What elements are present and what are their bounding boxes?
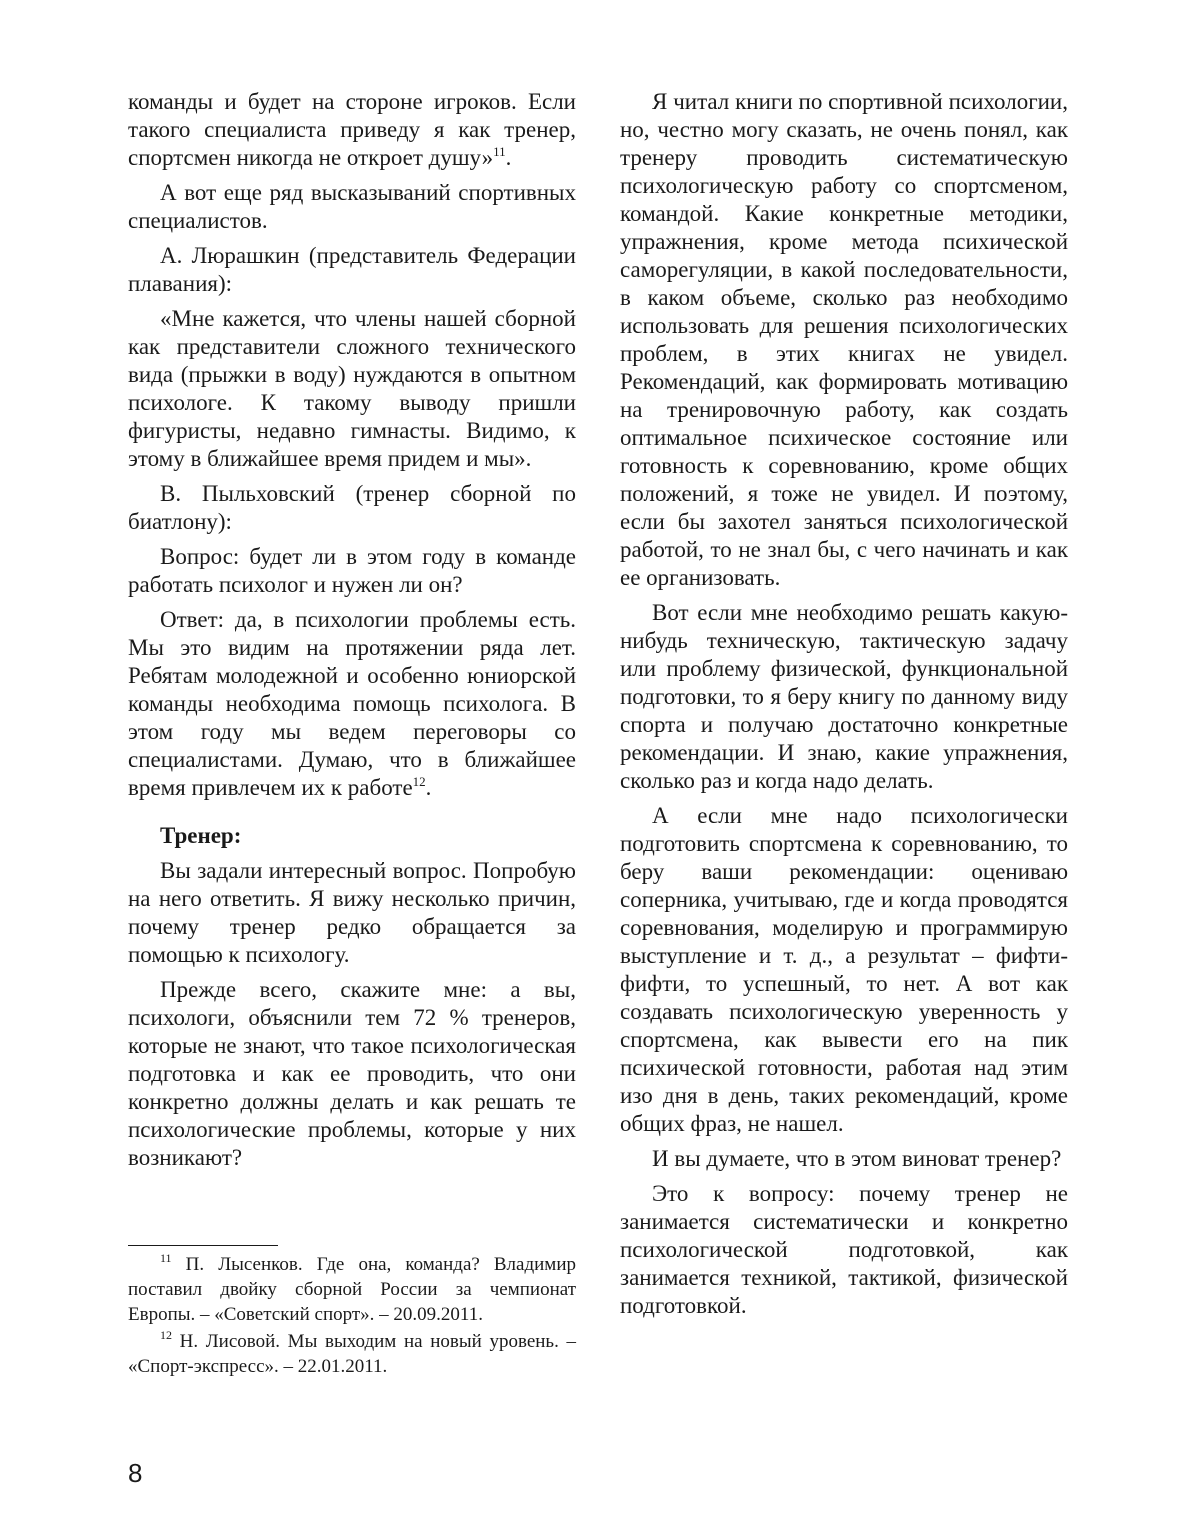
section-heading: Тренер: xyxy=(160,823,242,848)
footnote xyxy=(128,1329,576,1379)
footnote-text: П. Лысенков. Где она, команда? Владимир поставил двойку сборной России за чемпионат Европы. – «Советский спорт». – 20.09.2011. xyxy=(128,1254,577,1325)
footnote-divider xyxy=(128,1245,278,1246)
paragraph: И вы думаете, что в этом виноват тренер? xyxy=(652,1146,1062,1171)
footnote-text: Н. Лисовой. Мы выходим на новый уровень. – «Спорт-экспресс». – 22.01.2011. xyxy=(128,1331,576,1377)
footnote-number: 12 xyxy=(160,1328,172,1342)
paragraph-end: . xyxy=(505,145,512,170)
paragraph: А если мне надо психологически подготовить спортсмена к соревнованию, то беру ваши рекомендации: оцениваю соперника, учитываю, где и когда проводятся соревнования, моделирую и программирую выступление и т. д., а результат – фифти-фифти, то успешный, то нет. А вот как создавать психологическую уверенность у спортсмена, как вывести его на пик психической готовности, работая над этим изо дня в день, таких рекомендаций, кроме общих фраз, не нашел. xyxy=(620,803,1068,1136)
paragraph: Прежде всего, скажите мне: а вы, психологи, объяснили тем 72 % тренеров, которые не знают, что такое психологическая подготовка и как ее проводить, что они конкретно должны делать и как решать те психологические проблемы, которые у них возникают? xyxy=(128,977,576,1170)
paragraph: Это к вопросу: почему тренер не занимается систематически и конкретно психологической подготовкой, как занимается техникой, тактикой, физической подготовкой. xyxy=(620,1181,1068,1318)
paragraph-text: команды и будет на стороне игроков. Если такого специалиста приведу я как тренер, спортсмен никогда не откроет душу» xyxy=(128,89,576,170)
footnote xyxy=(128,1252,576,1327)
paragraph: Вопрос: будет ли в этом году в команде работать психолог и нужен ли он? xyxy=(128,544,576,597)
paragraph: А. Люрашкин (представитель Федерации плавания): xyxy=(128,243,576,296)
footnote-ref: 12 xyxy=(412,774,426,789)
left-column xyxy=(128,88,576,1172)
paragraph-end: . xyxy=(425,775,432,800)
right-column xyxy=(620,88,1068,1320)
footnotes xyxy=(128,1245,576,1379)
paragraph-text: Ответ: да, в психологии проблемы есть. Мы это видим на протяжении ряда лет. Ребятам молодежной и особенно юниорской команды необходима помощь психолога. В этом году мы ведем переговоры со специалистами. Думаю, что в ближайшее время привлечем их к работе xyxy=(128,607,576,800)
paragraph: «Мне кажется, что члены нашей сборной как представители сложного технического вида (прыжки в воду) нуждаются в опытном психологе. К такому выводу пришли фигуристы, недавно гимнасты. Видимо, к этому в ближайшее время придем и мы». xyxy=(128,306,576,471)
paragraph xyxy=(128,606,576,802)
paragraph: В. Пыльховский (тренер сборной по биатлону): xyxy=(128,481,576,534)
page-number: 8 xyxy=(128,1458,143,1488)
footnote-ref: 11 xyxy=(493,144,506,159)
paragraph: А вот еще ряд высказываний спортивных специалистов. xyxy=(128,180,576,233)
footnote-number: 11 xyxy=(160,1251,172,1265)
paragraph: Вы задали интересный вопрос. Попробую на него ответить. Я вижу несколько причин, почему тренер редко обращается за помощью к психологу. xyxy=(128,858,576,967)
paragraph: Вот если мне необходимо решать какую-нибудь техническую, тактическую задачу или проблему физической, функциональной подготовки, то я беру книгу по данному виду спорта и получаю достаточно конкретные рекомендации. И знаю, какие упражнения, сколько раз и когда надо делать. xyxy=(620,600,1068,793)
paragraph xyxy=(128,88,576,172)
paragraph: Я читал книги по спортивной психологии, но, честно могу сказать, не очень понял, как тренеру проводить систематическую психологическую работу со спортсменом, командой. Какие конкретные методики, упражнения, кроме метода психической саморегуляции, в какой последовательности, в каком объеме, сколько раз необходимо использовать для решения психологических проблем, в этих книгах не увидел. Рекомендаций, как формировать мотивацию на тренировочную работу, как создать оптимальное психическое состояние или готовность к соревнованию, кроме общих положений, я тоже не увидел. И поэтому, если бы захотел заняться психологической работой, то не знал бы, с чего начинать и как ее организовать. xyxy=(620,89,1068,590)
